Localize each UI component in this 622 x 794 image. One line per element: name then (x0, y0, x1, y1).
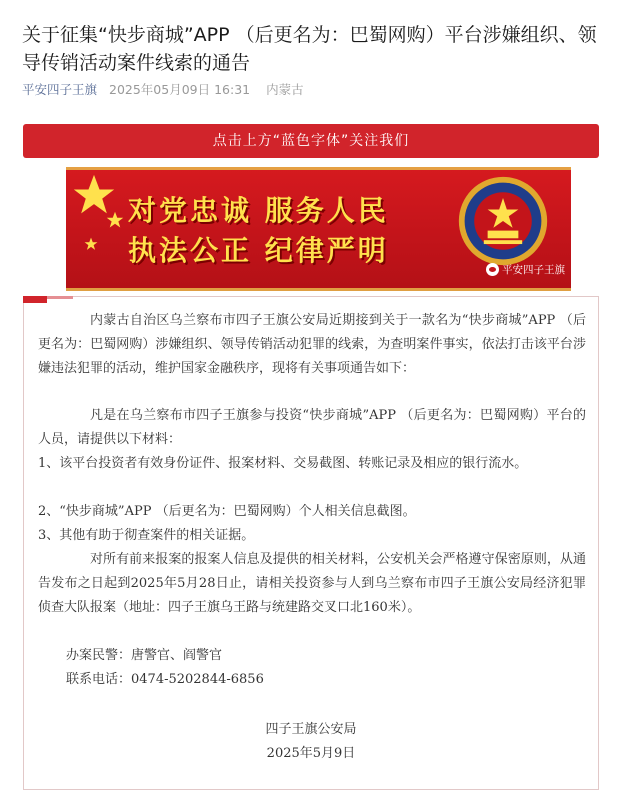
banner-watermark: 平安四子王旗 (486, 262, 565, 277)
banner-slogan-line2: 执法公正 纪律严明 (128, 234, 389, 267)
banner-slogan-line1: 对党忠诚 服务人民 (128, 194, 389, 227)
notice-item-3: 3、其他有助于彻查案件的相关证据。 (38, 528, 255, 543)
police-emblem-icon (455, 173, 551, 269)
article-meta (22, 80, 304, 98)
notice-paragraph-1: 内蒙古自治区乌兰察布市四子王旗公安局近期接到关于一款名为“快步商城”APP （后更名为：巴蜀网购）涉嫌组织、领导传销活动犯罪的线索，为查明案件事实，依法打击该平台涉嫌违法犯罪的活动，维护国家金融秩序，现将有关事项通告如下： (38, 313, 586, 376)
notice-item-2: 2、“快步商城”APP （后更名为：巴蜀网购）个人相关信息截图。 (38, 504, 416, 519)
issuer-name: 四子王旗公安局 (265, 722, 357, 737)
notice-paragraph-2: 凡是在乌兰察布市四子王旗参与投资“快步商城”APP （后更名为：巴蜀网购）平台的人员，请提供以下材料： (38, 408, 586, 447)
article-title: 关于征集“快步商城”APP （后更名为：巴蜀网购）平台涉嫌组织、领导传销活动案件线索的通告 (22, 23, 597, 74)
issue-date: 2025年5月9日 (266, 746, 356, 761)
star-icon (106, 211, 124, 229)
star-icon (84, 237, 98, 251)
wechat-icon (486, 263, 499, 276)
publish-datetime: 2025年05月09日 16:31 (109, 82, 251, 97)
follow-us-banner[interactable]: 点击上方“蓝色字体”关注我们 (23, 124, 599, 158)
notice-paragraph-3: 对所有前来报案的报案人信息及提供的相关材料，公安机关会严格遵守保密原则，从通告发布之日起到2025年5月28日止，请相关投资参与人到乌兰察布市四子王旗公安局经济犯罪侦查大队报案（地址：四子王旗乌王路与统建路交叉口北160米）。 (38, 552, 586, 615)
contact-phone: 联系电话：0474-5202844-6856 (66, 672, 264, 687)
account-name-link[interactable]: 平安四子王旗 (22, 82, 98, 97)
case-officers: 办案民警：唐警官、阎警官 (66, 648, 223, 663)
publish-location: 内蒙古 (266, 82, 304, 97)
notice-item-1: 1、该平台投资者有效身份证件、报案材料、交易截图、转账记录及相应的银行流水。 (38, 456, 528, 471)
slogan-banner-image (66, 167, 571, 291)
